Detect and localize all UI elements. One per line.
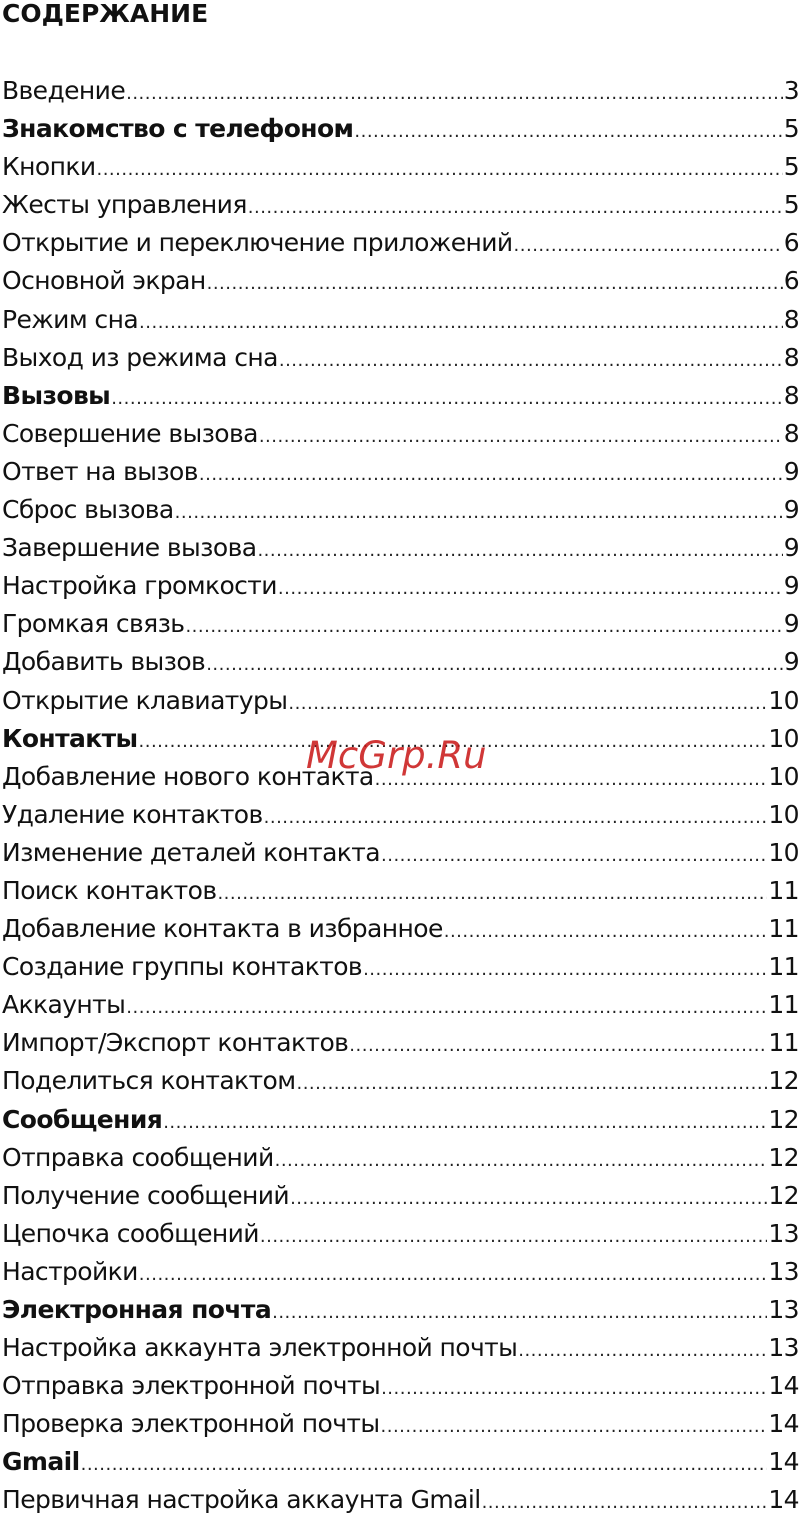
toc-entry[interactable] bbox=[2, 682, 799, 720]
dot-leader bbox=[288, 685, 767, 723]
toc-entry-title: Введение bbox=[2, 76, 126, 105]
toc-entry[interactable] bbox=[2, 1215, 799, 1253]
toc-entry[interactable] bbox=[2, 834, 799, 872]
toc-entry-title: Отправка электронной почты bbox=[2, 1371, 381, 1401]
toc-entry-title: Добавить вызов bbox=[2, 647, 206, 677]
toc-entry[interactable] bbox=[2, 1062, 799, 1100]
toc-entry[interactable] bbox=[2, 224, 799, 262]
dot-leader bbox=[111, 380, 782, 418]
dot-leader bbox=[185, 608, 782, 646]
toc-entry[interactable] bbox=[2, 796, 799, 834]
toc-entry-title: Поиск контактов bbox=[2, 875, 217, 905]
toc-entry-title: Выход из режима сна bbox=[2, 342, 278, 372]
toc-entry-title: Завершение вызова bbox=[2, 533, 257, 563]
toc-entry-title: Настройка аккаунта электронной почты bbox=[2, 1333, 518, 1363]
toc-page-number: 9 bbox=[783, 647, 799, 677]
toc-entry[interactable] bbox=[2, 872, 799, 910]
toc-page-number: 8 bbox=[783, 380, 799, 410]
dot-leader bbox=[444, 913, 768, 951]
toc-entry-title: Добавление нового контакта bbox=[2, 761, 374, 791]
toc-entry[interactable] bbox=[2, 491, 799, 529]
toc-page-number: 8 bbox=[783, 418, 799, 448]
toc-section-entry[interactable] bbox=[2, 720, 799, 758]
toc-page-number: 10 bbox=[768, 685, 799, 715]
toc-page-number: 13 bbox=[768, 1295, 799, 1324]
toc-page-number: 12 bbox=[768, 1104, 799, 1134]
toc-entry-title: Получение сообщений bbox=[2, 1180, 290, 1210]
toc-entry[interactable] bbox=[2, 339, 799, 377]
toc-entry[interactable] bbox=[2, 758, 799, 796]
toc-entry[interactable] bbox=[2, 148, 799, 186]
toc-entry-title: Открытие клавиатуры bbox=[2, 685, 288, 715]
toc-entry[interactable] bbox=[2, 529, 799, 567]
toc-entry[interactable] bbox=[2, 1139, 799, 1177]
toc-entry-title: Аккаунты bbox=[2, 990, 126, 1020]
toc-entry[interactable] bbox=[2, 1177, 799, 1215]
toc-entry[interactable] bbox=[2, 415, 799, 453]
toc-entry-title: Открытие и переключение приложений bbox=[2, 228, 513, 258]
toc-entry-title: Настройки bbox=[2, 1256, 138, 1286]
table-of-contents bbox=[2, 72, 799, 1520]
dot-leader bbox=[206, 646, 783, 684]
toc-entry-title: Жесты управления bbox=[2, 190, 247, 220]
toc-page-number: 11 bbox=[768, 990, 799, 1020]
dot-leader bbox=[354, 113, 782, 151]
dot-leader bbox=[381, 1408, 768, 1446]
toc-page-number: 11 bbox=[768, 875, 799, 905]
dot-leader bbox=[207, 265, 783, 303]
dot-leader bbox=[514, 227, 783, 265]
toc-page-number: 9 bbox=[783, 495, 799, 525]
toc-page-number: 6 bbox=[783, 228, 799, 258]
toc-entry[interactable] bbox=[2, 1253, 799, 1291]
toc-page-number: 12 bbox=[768, 1066, 799, 1096]
toc-page-number: 14 bbox=[768, 1485, 799, 1515]
toc-entry-title: Проверка электронной почты bbox=[2, 1409, 380, 1439]
toc-page-number: 9 bbox=[783, 533, 799, 563]
dot-leader bbox=[139, 723, 768, 761]
dot-leader bbox=[81, 1446, 768, 1484]
toc-page-number: 12 bbox=[768, 1180, 799, 1210]
dot-leader bbox=[279, 342, 783, 380]
toc-page-number: 5 bbox=[783, 190, 799, 220]
toc-page-number: 12 bbox=[768, 1142, 799, 1172]
toc-page-number: 10 bbox=[768, 761, 799, 791]
toc-entry-title: Контакты bbox=[2, 723, 138, 753]
toc-entry-title: Режим сна bbox=[2, 304, 139, 334]
toc-entry[interactable] bbox=[2, 262, 799, 300]
toc-entry-title: Совершение вызова bbox=[2, 418, 258, 448]
dot-leader bbox=[163, 1104, 767, 1142]
dot-leader bbox=[257, 532, 782, 570]
toc-entry-title: Электронная почта bbox=[2, 1295, 272, 1324]
toc-section-entry[interactable] bbox=[2, 1291, 799, 1329]
toc-entry[interactable] bbox=[2, 1405, 799, 1443]
toc-entry-title: Кнопки bbox=[2, 152, 96, 182]
toc-page-number: 3 bbox=[783, 76, 799, 105]
dot-leader bbox=[272, 1294, 767, 1332]
toc-section-entry[interactable] bbox=[2, 1101, 799, 1139]
toc-page-number: 14 bbox=[768, 1371, 799, 1401]
toc-section-entry[interactable] bbox=[2, 377, 799, 415]
toc-entry-title: Удаление контактов bbox=[2, 799, 263, 829]
dot-leader bbox=[264, 799, 768, 837]
toc-entry-title: Сброс вызова bbox=[2, 495, 174, 525]
toc-entry-title: Громкая связь bbox=[2, 609, 185, 639]
dot-leader bbox=[349, 1027, 767, 1065]
toc-page-number: 11 bbox=[768, 952, 799, 982]
toc-page-number: 9 bbox=[783, 456, 799, 486]
toc-section-entry[interactable] bbox=[2, 110, 799, 148]
dot-leader bbox=[175, 494, 783, 532]
dot-leader bbox=[139, 1256, 768, 1294]
toc-entry-title: Сообщения bbox=[2, 1104, 163, 1134]
dot-leader bbox=[381, 1370, 767, 1408]
toc-page-number: 5 bbox=[783, 152, 799, 182]
toc-page-number: 11 bbox=[768, 1028, 799, 1058]
toc-entry[interactable] bbox=[2, 986, 799, 1024]
toc-page-number: 10 bbox=[768, 837, 799, 867]
dot-leader bbox=[259, 418, 783, 456]
dot-leader bbox=[126, 989, 767, 1027]
dot-leader bbox=[375, 761, 768, 799]
toc-page-number: 10 bbox=[768, 799, 799, 829]
toc-entry[interactable] bbox=[2, 1329, 799, 1367]
toc-entry[interactable] bbox=[2, 301, 799, 339]
dot-leader bbox=[482, 1484, 768, 1522]
toc-entry-title: Поделиться контактом bbox=[2, 1066, 296, 1096]
toc-entry[interactable] bbox=[2, 72, 799, 110]
dot-leader bbox=[290, 1180, 767, 1218]
dot-leader bbox=[381, 837, 767, 875]
toc-page-number: 5 bbox=[783, 114, 799, 144]
toc-entry-title: Знакомство с телефоном bbox=[2, 114, 354, 144]
toc-page-number: 11 bbox=[768, 914, 799, 944]
dot-leader bbox=[518, 1332, 767, 1370]
dot-leader bbox=[296, 1065, 767, 1103]
toc-entry[interactable] bbox=[2, 605, 799, 643]
toc-entry-title: Импорт/Экспорт контактов bbox=[2, 1028, 349, 1058]
toc-entry-title: Первичная настройка аккаунта Gmail bbox=[2, 1485, 481, 1515]
toc-entry[interactable] bbox=[2, 1367, 799, 1405]
page-title: СОДЕРЖАНИЕ bbox=[2, 0, 209, 28]
dot-leader bbox=[260, 1218, 767, 1256]
toc-entry[interactable] bbox=[2, 910, 799, 948]
toc-page-number: 14 bbox=[768, 1447, 799, 1477]
toc-page-number: 8 bbox=[783, 304, 799, 334]
toc-entry-title: Создание группы контактов bbox=[2, 952, 363, 982]
toc-page-number: 9 bbox=[783, 609, 799, 639]
toc-entry[interactable] bbox=[2, 453, 799, 491]
dot-leader bbox=[199, 456, 783, 494]
toc-page-number: 14 bbox=[768, 1409, 799, 1439]
toc-section-entry[interactable] bbox=[2, 1443, 799, 1481]
toc-entry-title: Gmail bbox=[2, 1447, 80, 1477]
toc-entry[interactable] bbox=[2, 948, 799, 986]
dot-leader bbox=[278, 570, 783, 608]
toc-entry-title: Ответ на вызов bbox=[2, 456, 198, 486]
dot-leader bbox=[139, 304, 783, 342]
toc-page-number: 9 bbox=[783, 571, 799, 601]
toc-page-number: 13 bbox=[768, 1333, 799, 1363]
toc-entry-title: Изменение деталей контакта bbox=[2, 837, 380, 867]
dot-leader bbox=[96, 151, 782, 189]
toc-entry-title: Основной экран bbox=[2, 266, 206, 296]
toc-entry-title: Отправка сообщений bbox=[2, 1142, 274, 1172]
toc-page-number: 8 bbox=[783, 342, 799, 372]
toc-entry[interactable] bbox=[2, 186, 799, 224]
toc-entry-title: Цепочка сообщений bbox=[2, 1218, 259, 1248]
toc-entry[interactable] bbox=[2, 1481, 799, 1519]
toc-entry-title: Вызовы bbox=[2, 380, 111, 410]
watermark: McGrp.Ru bbox=[306, 734, 487, 777]
toc-entry[interactable] bbox=[2, 567, 799, 605]
toc-page-number: 13 bbox=[768, 1256, 799, 1286]
toc-page-number: 10 bbox=[768, 723, 799, 753]
toc-page-number: 6 bbox=[783, 266, 799, 296]
dot-leader bbox=[217, 875, 767, 913]
toc-entry-title: Настройка громкости bbox=[2, 571, 277, 601]
toc-entry[interactable] bbox=[2, 1024, 799, 1062]
toc-entry[interactable] bbox=[2, 643, 799, 681]
dot-leader bbox=[126, 75, 783, 113]
dot-leader bbox=[275, 1142, 768, 1180]
toc-page-number: 13 bbox=[768, 1218, 799, 1248]
dot-leader bbox=[248, 189, 783, 227]
toc-entry-title: Добавление контакта в избранное bbox=[2, 914, 443, 944]
dot-leader bbox=[363, 951, 767, 989]
